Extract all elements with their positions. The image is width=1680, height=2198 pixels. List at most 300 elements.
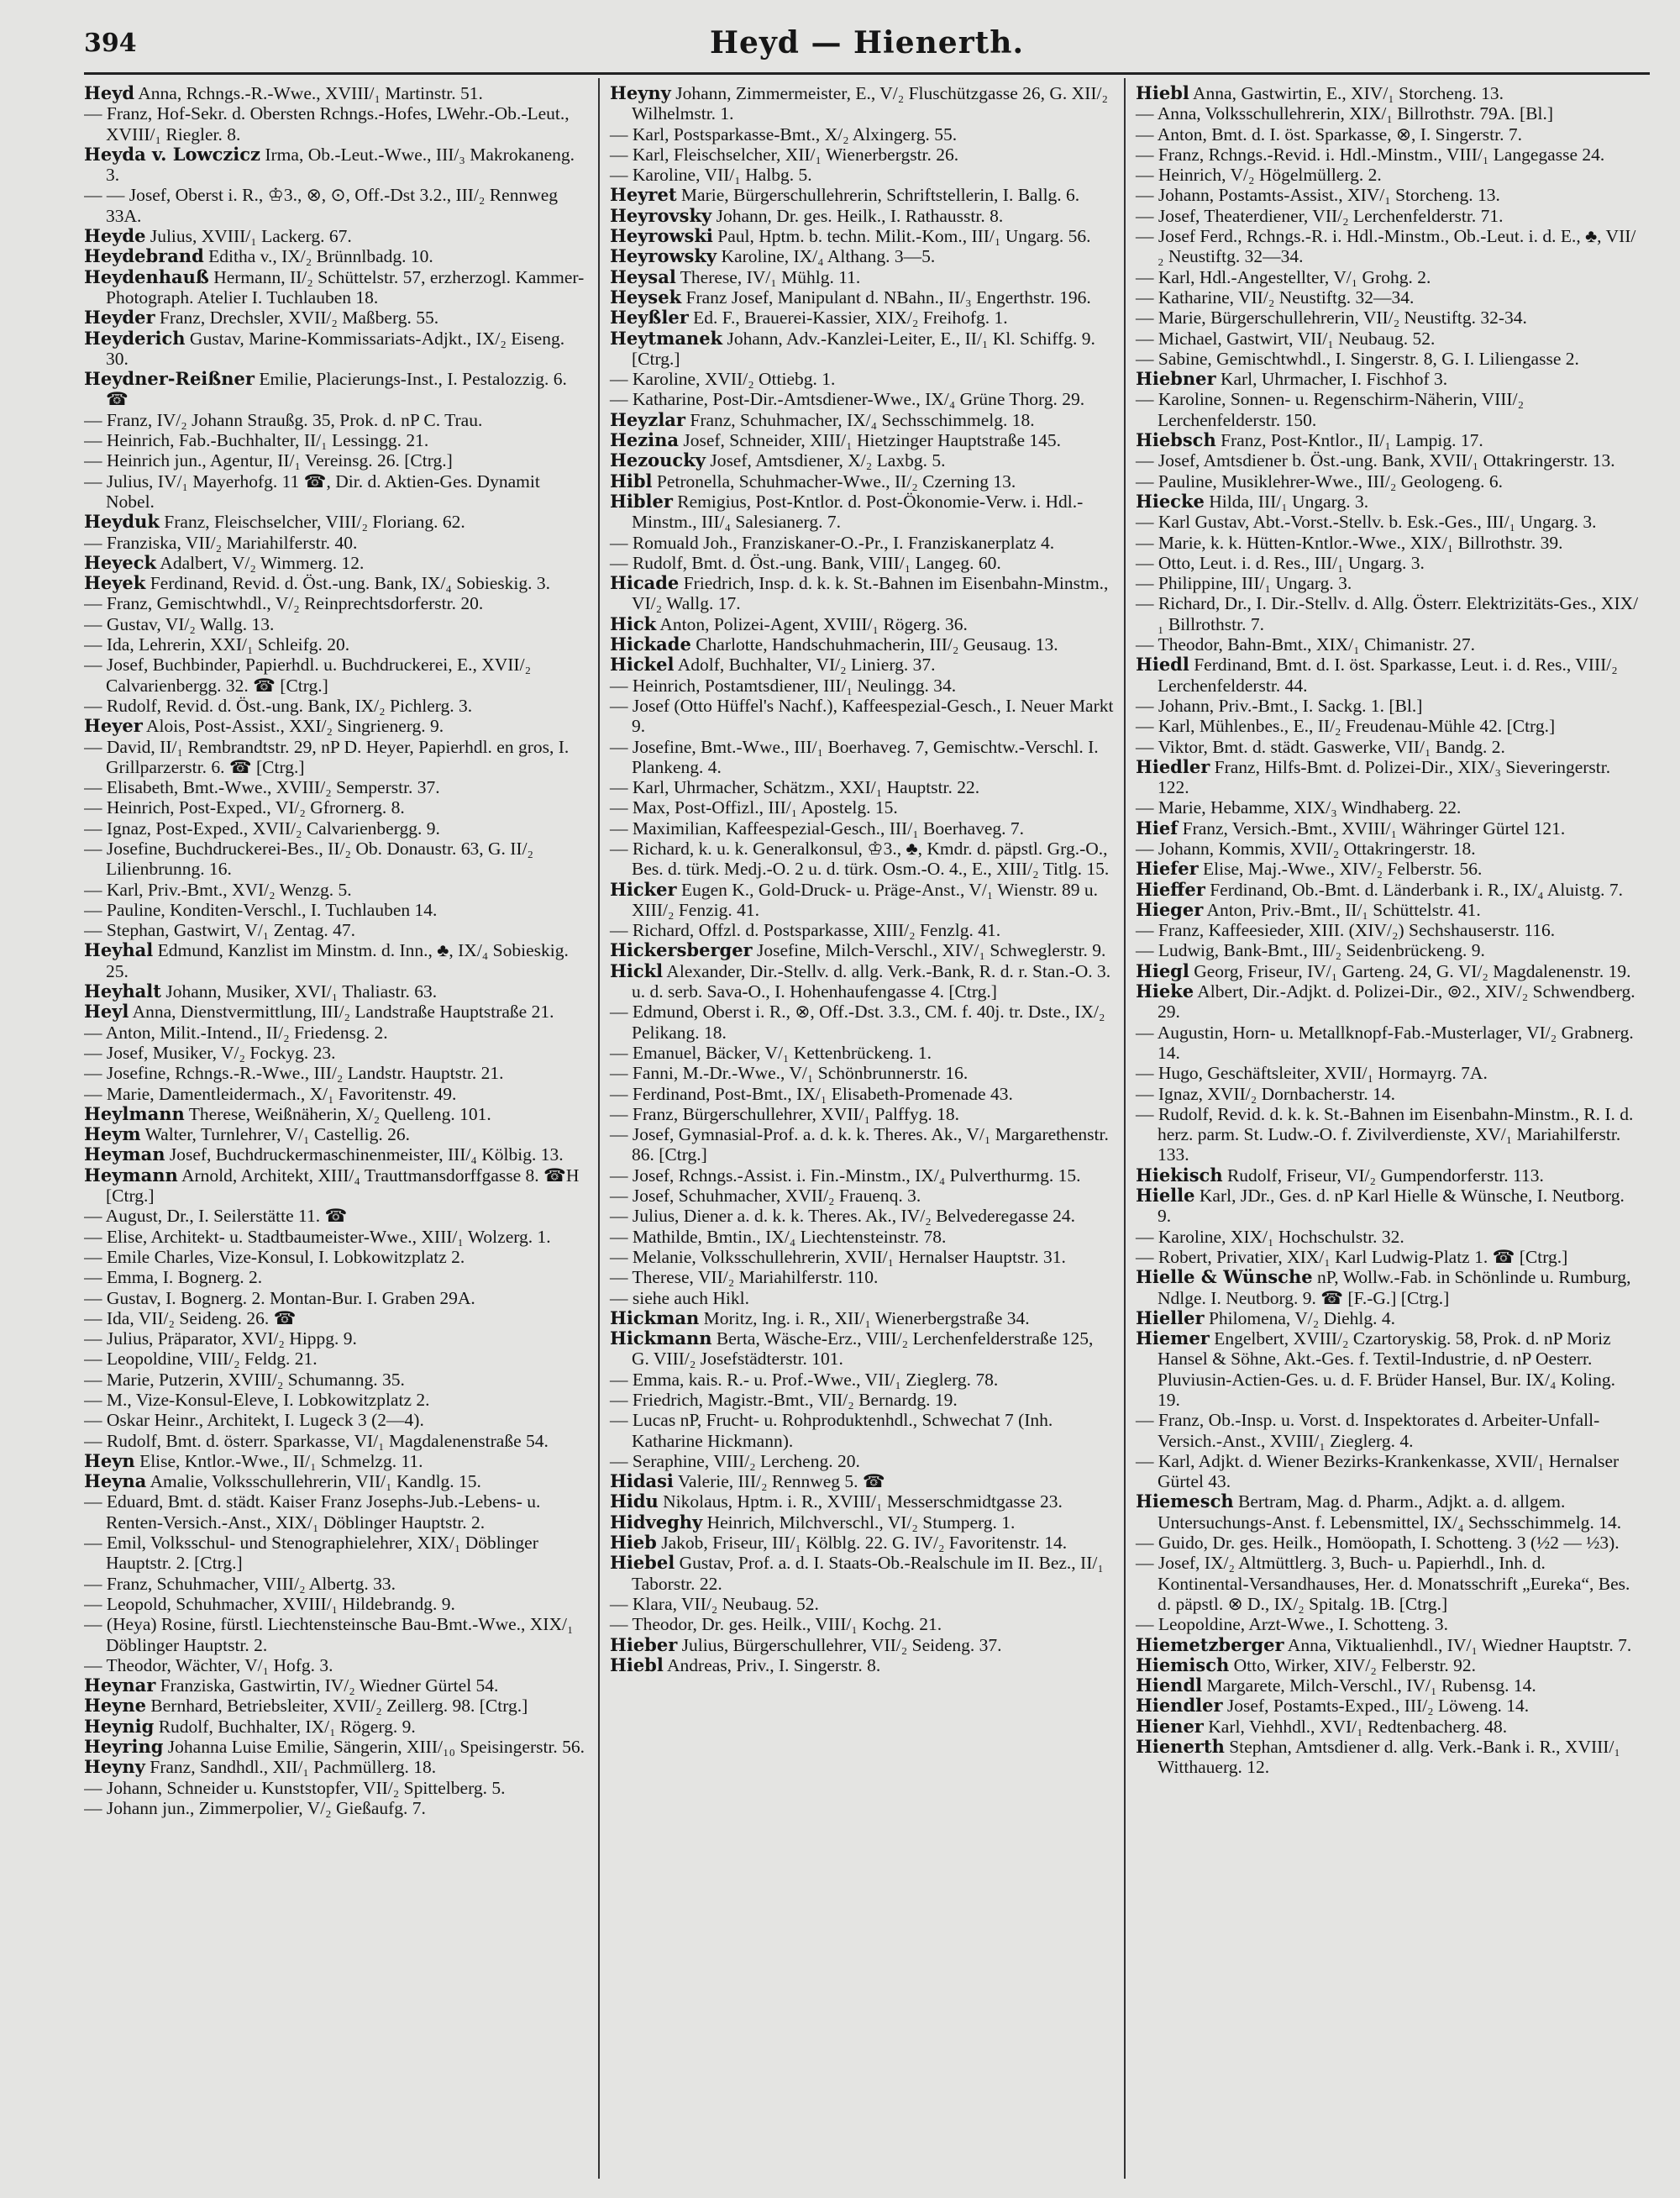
entry-details: — Johann, Priv.-Bmt., I. Sackg. 1. [Bl.] bbox=[1136, 695, 1423, 716]
entry-details: — Ignaz, Post-Exped., XVII/₂ Calvarienbergg. 9. bbox=[84, 818, 440, 839]
entry-surname: Hezina bbox=[610, 429, 679, 451]
directory-entry bbox=[610, 1084, 1114, 1104]
directory-entry bbox=[1136, 287, 1640, 308]
entry-details: Eugen K., Gold-Druck- u. Präge-Anst., V/₁ Wienstr. 89 u. XIII/₂ Fenzig. 41. bbox=[632, 879, 1099, 920]
entry-surname: Heyderich bbox=[84, 327, 186, 349]
entry-details: — Karoline, XVII/₂ Ottiebg. 1. bbox=[610, 369, 836, 390]
entry-surname: Hibler bbox=[610, 490, 673, 512]
directory-entry bbox=[84, 1063, 588, 1083]
directory-entry bbox=[84, 512, 588, 532]
entry-details: Franz, Schuhmacher, IX/₄ Sechsschimmelg. 18. bbox=[685, 409, 1035, 430]
entry-surname: Heyd bbox=[84, 82, 135, 103]
directory-entry bbox=[610, 1043, 1114, 1063]
entry-surname: Heyna bbox=[84, 1470, 147, 1492]
entry-details: — August, Dr., I. Seilerstätte 11. ☎ bbox=[84, 1206, 348, 1227]
entry-surname: Heyzlar bbox=[610, 408, 685, 430]
entry-details: Philomena, V/₂ Diehlg. 4. bbox=[1204, 1307, 1396, 1328]
entry-surname: Heyman bbox=[84, 1144, 165, 1165]
entry-surname: Hidveghy bbox=[610, 1511, 703, 1533]
entry-surname: Heynig bbox=[84, 1715, 155, 1737]
entry-details: Anna, Viktualienhdl., IV/₁ Wiedner Hauptstr. 7. bbox=[1284, 1634, 1632, 1655]
entry-details: Josef, Schneider, XIII/₁ Hietzinger Hauptstraße 145. bbox=[678, 430, 1061, 451]
directory-entry bbox=[610, 533, 1114, 553]
directory-entry bbox=[610, 839, 1114, 880]
directory-entry bbox=[1136, 349, 1640, 369]
column-1 bbox=[84, 78, 598, 2179]
entry-details: Rudolf, Friseur, VI/₂ Gumpendorferstr. 113. bbox=[1222, 1165, 1544, 1186]
entry-details: — Josefine, Rchngs.-R.-Wwe., III/₂ Landstr. Hauptstr. 21. bbox=[84, 1063, 504, 1084]
directory-entry bbox=[1136, 1247, 1640, 1267]
entry-surname: Hiebsch bbox=[1136, 429, 1216, 451]
entry-surname: Hiemer bbox=[1136, 1328, 1210, 1349]
entry-surname: Hieffer bbox=[1136, 878, 1205, 900]
directory-entry bbox=[610, 185, 1114, 205]
directory-entry bbox=[610, 492, 1114, 533]
entry-details: Elise, Maj.-Wwe., XIV/₂ Felberstr. 56. bbox=[1198, 859, 1483, 880]
entry-surname: Heyrowski bbox=[610, 225, 713, 247]
directory-entry bbox=[84, 329, 588, 370]
directory-entry bbox=[610, 553, 1114, 573]
entry-surname: Heydebrand bbox=[84, 245, 204, 267]
entry-details: — Rudolf, Revid. d. Öst.-ung. Bank, IX/₂ Pichlerg. 3. bbox=[84, 695, 473, 716]
entry-details: — Ignaz, XVII/₂ Dornbacherstr. 14. bbox=[1136, 1083, 1395, 1104]
entry-details: — Theodor, Bahn-Bmt., XIX/₁ Chimanistr. 27. bbox=[1136, 634, 1475, 655]
directory-entry bbox=[1136, 818, 1640, 839]
entry-surname: Hiebl bbox=[610, 1654, 664, 1675]
entry-details: — Hugo, Geschäftsleiter, XVII/₁ Hormayrg. 7A. bbox=[1136, 1063, 1488, 1084]
directory-entry bbox=[1136, 226, 1640, 267]
entry-details: Karl, Uhrmacher, I. Fischhof 3. bbox=[1215, 369, 1448, 390]
entry-details: — Anna, Volksschullehrerin, XIX/₁ Billrothstr. 79A. [Bl.] bbox=[1136, 103, 1553, 124]
directory-entry bbox=[84, 797, 588, 818]
directory-entry bbox=[610, 737, 1114, 778]
directory-entry bbox=[610, 1206, 1114, 1226]
entry-details: — Karoline, XIX/₁ Hochschulstr. 32. bbox=[1136, 1226, 1404, 1247]
entry-details: — Leopoldine, VIII/₂ Feldg. 21. bbox=[84, 1349, 318, 1370]
directory-entry bbox=[610, 818, 1114, 839]
directory-entry bbox=[84, 410, 588, 430]
directory-entry bbox=[1136, 1308, 1640, 1328]
entry-details: Josef, Postamts-Exped., III/₂ Löweng. 14. bbox=[1222, 1696, 1530, 1717]
directory-entry bbox=[610, 961, 1114, 1002]
entry-surname: Hiekisch bbox=[1136, 1164, 1223, 1186]
entry-surname: Hick bbox=[610, 613, 657, 634]
entry-details: Walter, Turnlehrer, V/₁ Castellig. 26. bbox=[140, 1124, 410, 1145]
directory-entry bbox=[84, 634, 588, 655]
entry-surname: Hiedl bbox=[1136, 654, 1189, 676]
entry-details: Ferdinand, Revid. d. Öst.-ung. Bank, IX/₄ Sobieskig. 3. bbox=[145, 573, 550, 594]
directory-entry bbox=[84, 1288, 588, 1308]
directory-entry bbox=[84, 1757, 588, 1777]
directory-entry bbox=[1136, 492, 1640, 512]
directory-entry bbox=[610, 1370, 1114, 1390]
directory-entry bbox=[84, 1165, 588, 1207]
directory-entry bbox=[84, 185, 588, 226]
directory-entry bbox=[84, 1431, 588, 1451]
entry-details: — Marie, Hebamme, XIX/₃ Windhaberg. 22. bbox=[1136, 797, 1462, 818]
entry-surname: Hieb bbox=[610, 1532, 657, 1554]
entry-surname: Heytmanek bbox=[610, 327, 723, 349]
directory-entry bbox=[1136, 1533, 1640, 1553]
entry-details: — Katharine, VII/₂ Neustiftg. 32—34. bbox=[1136, 287, 1415, 308]
directory-entry bbox=[84, 226, 588, 246]
directory-entry bbox=[84, 450, 588, 471]
entry-surname: Hiedler bbox=[1136, 755, 1210, 777]
directory-entry bbox=[84, 533, 588, 553]
entry-details: — Franz, Ob.-Insp. u. Vorst. d. Inspektorates d. Arbeiter-Unfall-Versich.-Anst., XVIII/₁ Zieglerg. 4. bbox=[1136, 1410, 1600, 1451]
entry-details: — Theodor, Wächter, V/₁ Hofg. 3. bbox=[84, 1654, 333, 1675]
entry-details: — Seraphine, VIII/₂ Lercheng. 20. bbox=[610, 1450, 860, 1471]
directory-entry bbox=[610, 1390, 1114, 1410]
entry-details: Anton, Polizei-Agent, XVIII/₁ Rögerg. 36. bbox=[656, 613, 968, 634]
directory-entry bbox=[610, 1410, 1114, 1451]
entry-details: Emilie, Placierungs-Inst., I. Pestalozzig. 6. ☎ bbox=[106, 369, 567, 410]
directory-entry bbox=[610, 267, 1114, 287]
directory-entry bbox=[1136, 1717, 1640, 1737]
entry-details: — Karl Gustav, Abt.-Vorst.-Stellv. b. Esk.-Ges., III/₁ Ungarg. 3. bbox=[1136, 512, 1597, 533]
entry-details: — Franz, Schuhmacher, VIII/₂ Albertg. 33. bbox=[84, 1573, 396, 1594]
directory-entry bbox=[610, 1186, 1114, 1206]
directory-entry bbox=[1136, 880, 1640, 900]
entry-details: — Stephan, Gastwirt, V/₁ Zentag. 47. bbox=[84, 920, 355, 941]
entry-details: Irma, Ob.-Leut.-Wwe., III/₃ Makrokaneng. 3. bbox=[106, 144, 575, 186]
directory-entry bbox=[84, 737, 588, 778]
page-header bbox=[84, 18, 1650, 75]
directory-entry bbox=[84, 696, 588, 716]
entry-details: Paul, Hptm. b. techn. Milit.-Kom., III/₁ Ungarg. 56. bbox=[712, 226, 1091, 247]
directory-entry bbox=[84, 573, 588, 593]
directory-entry bbox=[610, 1308, 1114, 1328]
directory-entry bbox=[1136, 573, 1640, 593]
directory-entry bbox=[610, 308, 1114, 328]
entry-details: Therese, Weißnäherin, X/₂ Quelleng. 101. bbox=[184, 1103, 491, 1124]
directory-entry bbox=[1136, 1737, 1640, 1778]
directory-entry bbox=[1136, 1165, 1640, 1186]
entry-details: Petronella, Schuhmacher-Wwe., II/₂ Czerning 13. bbox=[652, 471, 1016, 492]
entry-surname: Hieger bbox=[1136, 898, 1204, 920]
directory-entry bbox=[610, 1104, 1114, 1124]
entry-details: — David, II/₁ Rembrandtstr. 29, nP D. Heyer, Papierhdl. en gros, I. Grillparzerstr. 6. ☎ [Ctrg.] bbox=[84, 736, 570, 777]
entry-details: — Franz, Hof-Sekr. d. Obersten Rchngs.-Hofes, LWehr.-Ob.-Leut., XVIII/₁ Riegler. 8. bbox=[84, 103, 570, 145]
directory-entry bbox=[1136, 1267, 1640, 1308]
entry-details: Adalbert, V/₂ Wimmerg. 12. bbox=[156, 552, 365, 573]
entry-surname: Heyrowsky bbox=[610, 245, 717, 267]
entry-surname: Heyrovsky bbox=[610, 204, 712, 226]
entry-details: — Johann, Postamts-Assist., XIV/₁ Storcheng. 13. bbox=[1136, 185, 1500, 206]
directory-entry bbox=[1136, 1410, 1640, 1451]
directory-entry bbox=[84, 920, 588, 940]
entry-details: Johann, Musiker, XVI/₁ Thaliastr. 63. bbox=[160, 981, 438, 1002]
directory-entry bbox=[610, 287, 1114, 308]
entry-details: Moritz, Ing. i. R., XII/₁ Wienerbergstraße 34. bbox=[699, 1307, 1030, 1328]
directory-entry bbox=[84, 308, 588, 328]
directory-entry bbox=[1136, 553, 1640, 573]
entry-surname: Heynar bbox=[84, 1675, 156, 1696]
entry-details: — Melanie, Volksschullehrerin, XVII/₁ Hernalser Hauptstr. 31. bbox=[610, 1246, 1066, 1267]
entry-surname: Heymann bbox=[84, 1164, 178, 1186]
directory-entry bbox=[1136, 267, 1640, 287]
directory-entry bbox=[84, 880, 588, 900]
entry-details: Albert, Dir.-Adjkt. d. Polizei-Dir., ⊚2., XIV/₂ Schwendberg. 29. bbox=[1158, 981, 1635, 1023]
directory-entry bbox=[610, 1247, 1114, 1267]
entry-details: Alexander, Dir.-Stellv. d. allg. Verk.-Bank, R. d. r. Stan.-O. 3. u. d. serb. Sava-O., I. Hohenhaufengasse 4. [Ctrg.] bbox=[632, 960, 1111, 1002]
entry-details: — Julius, IV/₁ Mayerhofg. 11 ☎, Dir. d. Aktien-Ges. Dynamit Nobel. bbox=[84, 471, 540, 512]
directory-entry bbox=[84, 369, 588, 410]
directory-entry bbox=[610, 1227, 1114, 1247]
directory-entry bbox=[84, 1675, 588, 1696]
directory-entry bbox=[1136, 83, 1640, 103]
entry-details: — Marie, k. k. Hütten-Kntlor.-Wwe., XIX/₁ Billrothstr. 39. bbox=[1136, 532, 1563, 553]
directory-entry bbox=[610, 634, 1114, 655]
entry-details: — Ferdinand, Post-Bmt., IX/₁ Elisabeth-Promenade 43. bbox=[610, 1083, 1013, 1104]
page-number: 394 bbox=[84, 29, 137, 58]
directory-entry bbox=[610, 145, 1114, 165]
entry-details: Otto, Wirker, XIV/₂ Felberstr. 92. bbox=[1229, 1654, 1477, 1675]
entry-details: — Julius, Präparator, XVI/₂ Hippg. 9. bbox=[84, 1328, 357, 1349]
entry-details: — Anton, Bmt. d. I. öst. Sparkasse, ⊗, I. Singerstr. 7. bbox=[1136, 124, 1522, 145]
entry-surname: Heyret bbox=[610, 184, 677, 206]
directory-entry bbox=[84, 1308, 588, 1328]
directory-entry bbox=[84, 777, 588, 797]
entry-details: — Robert, Privatier, XIX/₁ Karl Ludwig-Platz 1. ☎ [Ctrg.] bbox=[1136, 1246, 1568, 1267]
entry-surname: Hiendl bbox=[1136, 1675, 1203, 1696]
directory-entry bbox=[1136, 1063, 1640, 1083]
entry-details: — Pauline, Musiklehrer-Wwe., III/₂ Geologeng. 6. bbox=[1136, 471, 1503, 492]
entry-surname: Hieke bbox=[1136, 981, 1194, 1002]
directory-entry bbox=[610, 1451, 1114, 1471]
entry-details: — Franz, IV/₂ Johann Straußg. 35, Prok. d. nP C. Trau. bbox=[84, 409, 483, 430]
entry-details: Stephan, Amtsdiener d. allg. Verk.-Bank i. R., XVIII/₁ Witthauerg. 12. bbox=[1158, 1737, 1620, 1778]
directory-entry bbox=[1136, 430, 1640, 450]
directory-entry bbox=[84, 1614, 588, 1655]
directory-entry bbox=[610, 676, 1114, 696]
entry-details: Jakob, Friseur, III/₁ Kölblg. 22. G. IV/₂ Favoritenstr. 14. bbox=[656, 1533, 1068, 1554]
directory-entry bbox=[84, 1002, 588, 1022]
entry-surname: Heysek bbox=[610, 286, 682, 308]
entry-details: Johanna Luise Emilie, Sängerin, XIII/₁₀ Speisingerstr. 56. bbox=[163, 1737, 585, 1758]
directory-entry bbox=[610, 655, 1114, 675]
entry-details: — Theodor, Dr. ges. Heilk., VIII/₁ Kochg. 21. bbox=[610, 1614, 942, 1635]
entry-details: — Marie, Damentleidermach., X/₁ Favoritenstr. 49. bbox=[84, 1083, 457, 1104]
directory-entry bbox=[1136, 961, 1640, 981]
entry-details: Franz, Sandhdl., XII/₁ Pachmüllerg. 18. bbox=[144, 1757, 437, 1778]
entry-surname: Heyhal bbox=[84, 939, 154, 961]
entry-details: — Karl, Postsparkasse-Bmt., X/₂ Alxingerg. 55. bbox=[610, 124, 958, 145]
entry-details: — Karl, Uhrmacher, Schätzm., XXI/₁ Hauptstr. 22. bbox=[610, 777, 980, 798]
directory-entry bbox=[84, 267, 588, 308]
directory-entry bbox=[1136, 308, 1640, 328]
directory-entry bbox=[84, 1144, 588, 1165]
directory-entry bbox=[610, 920, 1114, 940]
entry-details: — (Heya) Rosine, fürstl. Liechtensteinsche Bau-Bmt.-Wwe., XIX/₁ Döblinger Hauptstr. 2. bbox=[84, 1614, 574, 1655]
directory-entry bbox=[84, 1390, 588, 1410]
entry-details: — Max, Post-Offizl., III/₁ Apostelg. 15. bbox=[610, 797, 898, 818]
directory-entry bbox=[610, 1288, 1114, 1308]
directory-entry bbox=[84, 145, 588, 186]
directory-entry bbox=[1136, 1675, 1640, 1696]
entry-details: — Gustav, I. Bognerg. 2. Montan-Bur. I. Graben 29A. bbox=[84, 1287, 475, 1308]
entry-details: Josefine, Milch-Verschl., XIV/₁ Schweglerstr. 9. bbox=[752, 940, 1106, 961]
entry-surname: Hidu bbox=[610, 1491, 659, 1512]
entry-details: Josef, Amtsdiener, X/₂ Laxbg. 5. bbox=[705, 450, 946, 471]
directory-entry bbox=[610, 206, 1114, 226]
entry-surname: Hickersberger bbox=[610, 939, 753, 961]
entry-details: — Johann, Kommis, XVII/₂ Ottakringerstr. 18. bbox=[1136, 838, 1476, 859]
directory-entry bbox=[610, 1635, 1114, 1655]
directory-entry bbox=[610, 471, 1114, 492]
entry-details: — Josef, Rchngs.-Assist. i. Fin.-Minstm., IX/₄ Pulverthurmg. 15. bbox=[610, 1165, 1081, 1186]
directory-entry bbox=[84, 1349, 588, 1369]
entry-details: — Marie, Putzerin, XVIII/₂ Schumanng. 35. bbox=[84, 1369, 405, 1390]
directory-entry bbox=[84, 1798, 588, 1818]
directory-entry bbox=[610, 1002, 1114, 1043]
directory-entry bbox=[1136, 1186, 1640, 1227]
entry-details: — Sabine, Gemischtwhdl., I. Singerstr. 8, G. I. Liliengasse 2. bbox=[1136, 348, 1579, 369]
directory-entry bbox=[1136, 145, 1640, 165]
entry-surname: Hickman bbox=[610, 1307, 700, 1328]
entry-details: Gustav, Marine-Kommissariats-Adjkt., IX/₂ Eiseng. 30. bbox=[106, 328, 565, 369]
directory-entry bbox=[610, 1124, 1114, 1165]
directory-entry bbox=[610, 1614, 1114, 1634]
entry-details: — Heinrich, Postamtsdiener, III/₁ Neulingg. 34. bbox=[610, 675, 957, 696]
directory-entry bbox=[610, 1491, 1114, 1512]
entry-details: — Elisabeth, Bmt.-Wwe., XVIII/₂ Semperstr. 37. bbox=[84, 777, 440, 798]
entry-details: — Philippine, III/₁ Ungarg. 3. bbox=[1136, 573, 1352, 594]
directory-entry bbox=[84, 1410, 588, 1430]
directory-entry bbox=[84, 981, 588, 1002]
entry-details: Franz, Drechsler, XVII/₂ Maßberg. 55. bbox=[155, 308, 439, 329]
entry-details: Bernhard, Betriebsleiter, XVII/₂ Zeillerg. 98. [Ctrg.] bbox=[146, 1696, 528, 1717]
directory-entry bbox=[1136, 1553, 1640, 1614]
entry-details: Anna, Dienstvermittlung, III/₂ Landstraße Hauptstraße 21. bbox=[129, 1002, 554, 1023]
directory-entry bbox=[84, 1084, 588, 1104]
directory-entry bbox=[84, 103, 588, 145]
entry-details: nP, Wollw.-Fab. in Schönlinde u. Rumburg, Ndlge. I. Neutborg. 9. ☎ [F.-G.] [Ctrg.] bbox=[1158, 1267, 1631, 1308]
entry-details: — Heinrich jun., Agentur, II/₁ Vereinsg. 26. [Ctrg.] bbox=[84, 450, 453, 471]
entry-details: Karoline, IX/₄ Althang. 3—5. bbox=[717, 246, 936, 267]
entry-details: — Heinrich, V/₂ Högelmüllerg. 2. bbox=[1136, 165, 1382, 186]
directory-entry bbox=[84, 940, 588, 981]
directory-entry bbox=[610, 450, 1114, 471]
directory-entry bbox=[610, 880, 1114, 921]
entry-details: Amalie, Volksschullehrerin, VII/₁ Kandlg. 15. bbox=[146, 1471, 481, 1492]
entry-details: — Edmund, Oberst i. R., ⊗, Off.-Dst. 3.3., CM. f. 40j. tr. Dste., IX/₂ Pelikang. 18. bbox=[610, 1002, 1105, 1043]
entry-details: Franz, Hilfs-Bmt. d. Polizei-Dir., XIX/₃ Sieveringerstr. 122. bbox=[1158, 756, 1611, 798]
directory-entry bbox=[1136, 1451, 1640, 1492]
entry-surname: Heyring bbox=[84, 1736, 164, 1758]
directory-entry bbox=[84, 1574, 588, 1594]
entry-details: — Josef, Theaterdiener, VII/₂ Lerchenfelderstr. 71. bbox=[1136, 205, 1504, 226]
directory-entry bbox=[1136, 185, 1640, 205]
directory-entry bbox=[84, 1696, 588, 1716]
directory-entry bbox=[84, 1104, 588, 1124]
directory-entry bbox=[1136, 206, 1640, 226]
entry-details: — Pauline, Konditen-Verschl., I. Tuchlauben 14. bbox=[84, 899, 438, 920]
entry-details: Franz, Post-Kntlor., II/₁ Lampig. 17. bbox=[1215, 430, 1483, 451]
entry-details: Friedrich, Insp. d. k. k. St.-Bahnen im Eisenbahn-Minstm., VI/₂ Wallg. 17. bbox=[632, 573, 1109, 614]
entry-details: — Fanni, M.-Dr.-Wwe., V/₁ Schönbrunnerstr. 16. bbox=[610, 1063, 969, 1084]
directory-entry bbox=[84, 471, 588, 513]
entry-surname: Heyny bbox=[84, 1756, 145, 1778]
entry-details: — Augustin, Horn- u. Metallknopf-Fab.-Musterlager, VI/₂ Grabnerg. 14. bbox=[1136, 1022, 1634, 1063]
directory-entry bbox=[1136, 716, 1640, 736]
entry-surname: Heyn bbox=[84, 1449, 135, 1471]
directory-entry bbox=[84, 716, 588, 736]
entry-details: — Gustav, VI/₂ Wallg. 13. bbox=[84, 613, 275, 634]
entry-details: Marie, Bürgerschullehrerin, Schriftstellerin, I. Ballg. 6. bbox=[676, 185, 1080, 206]
entry-details: — Josef Ferd., Rchngs.-R. i. Hdl.-Minstm., Ob.-Leut. i. d. E., ♣, VII/₂ Neustiftg. 32—34. bbox=[1136, 226, 1636, 267]
entry-surname: Heym bbox=[84, 1123, 141, 1145]
entry-details: — siehe auch Hikl. bbox=[610, 1287, 749, 1308]
directory-entry bbox=[610, 246, 1114, 266]
entry-details: Julius, XVIII/₁ Lackerg. 67. bbox=[145, 226, 352, 247]
directory-entry bbox=[84, 655, 588, 696]
directory-entry bbox=[84, 1655, 588, 1675]
directory-entry bbox=[1136, 655, 1640, 696]
directory-entry bbox=[1136, 900, 1640, 920]
entry-surname: Hickel bbox=[610, 654, 675, 676]
entry-details: — Elise, Architekt- u. Stadtbaumeister-Wwe., XIII/₁ Wolzerg. 1. bbox=[84, 1226, 551, 1247]
directory-entry bbox=[610, 1267, 1114, 1287]
directory-entry bbox=[1136, 1655, 1640, 1675]
entry-details: — Karoline, Sonnen- u. Regenschirm-Näherin, VIII/₂ Lerchenfelderstr. 150. bbox=[1136, 389, 1525, 430]
entry-details: — Emma, kais. R.- u. Prof.-Wwe., VII/₁ Zieglerg. 78. bbox=[610, 1369, 999, 1390]
entry-details: — Josef, Musiker, V/₂ Fockyg. 23. bbox=[84, 1042, 336, 1063]
entry-details: — Josef, Gymnasial-Prof. a. d. k. k. Theres. Ak., V/₁ Margarethenstr. 86. [Ctrg.] bbox=[610, 1124, 1109, 1165]
directory-entry bbox=[610, 83, 1114, 124]
entry-details: — Franziska, VII/₂ Mariahilferstr. 40. bbox=[84, 532, 358, 553]
entry-details: Karl, Viehhdl., XVI/₁ Redtenbacherg. 48. bbox=[1203, 1716, 1508, 1737]
directory-entry bbox=[84, 1206, 588, 1226]
entry-details: — Emanuel, Bäcker, V/₁ Kettenbrückeng. 1. bbox=[610, 1042, 932, 1063]
entry-surname: Hickade bbox=[610, 634, 691, 655]
entry-details: — Josefine, Buchdruckerei-Bes., II/₂ Ob. Donaustr. 63, G. II/₂ Lilienbrunng. 16. bbox=[84, 838, 534, 880]
directory-entry bbox=[610, 369, 1114, 389]
directory-entry bbox=[1136, 1227, 1640, 1247]
entry-surname: Heyßler bbox=[610, 307, 689, 329]
entry-surname: Hiebl bbox=[1136, 82, 1189, 103]
entry-surname: Hicade bbox=[610, 572, 680, 594]
entry-surname: Hidasi bbox=[610, 1470, 674, 1492]
entry-surname: Hiefer bbox=[1136, 858, 1199, 880]
directory-entry bbox=[1136, 1696, 1640, 1716]
entry-surname: Heyny bbox=[610, 82, 671, 103]
directory-entry bbox=[610, 1063, 1114, 1083]
directory-entry bbox=[610, 1655, 1114, 1675]
entry-details: — Heinrich, Fab.-Buchhalter, II/₁ Lessingg. 21. bbox=[84, 430, 429, 451]
directory-entry bbox=[1136, 634, 1640, 655]
entry-details: Arnold, Architekt, XIII/₄ Trauttmansdorffgasse 8. ☎H [Ctrg.] bbox=[106, 1165, 580, 1207]
directory-entry bbox=[84, 1227, 588, 1247]
directory-entry bbox=[84, 818, 588, 839]
directory-entry bbox=[84, 614, 588, 634]
entry-details: — Marie, Bürgerschullehrerin, VII/₂ Neustiftg. 32-34. bbox=[1136, 308, 1527, 329]
directory-entry bbox=[84, 1328, 588, 1349]
directory-entry bbox=[84, 1124, 588, 1144]
entry-details: — Oskar Heinr., Architekt, I. Lugeck 3 (2—4). bbox=[84, 1410, 424, 1431]
entry-details: Charlotte, Handschuhmacherin, III/₂ Geusaug. 13. bbox=[690, 634, 1058, 655]
entry-details: — Therese, VII/₂ Mariahilferstr. 110. bbox=[610, 1267, 879, 1288]
directory-entry bbox=[84, 1737, 588, 1757]
entry-details: Edmund, Kanzlist im Minstm. d. Inn., ♣, IX/₄ Sobieskig. 25. bbox=[106, 940, 569, 981]
entry-details: Gustav, Prof. a. d. I. Staats-Ob.-Realschule im II. Bez., II/₁ Taborstr. 22. bbox=[632, 1553, 1104, 1594]
directory-entry bbox=[84, 1471, 588, 1491]
entry-details: — Lucas nP, Frucht- u. Rohproduktenhdl., Schwechat 7 (Inh. Katharine Hickmann). bbox=[610, 1410, 1053, 1451]
entry-surname: Hezoucky bbox=[610, 450, 706, 471]
entry-details: Ferdinand, Bmt. d. I. öst. Sparkasse, Leut. i. d. Res., VIII/₂ Lerchenfelderstr. 44. bbox=[1158, 655, 1618, 696]
entry-details: Nikolaus, Hptm. i. R., XVIII/₁ Messerschmidtgasse 23. bbox=[658, 1491, 1063, 1512]
entry-surname: Heydenhauß bbox=[84, 266, 209, 287]
